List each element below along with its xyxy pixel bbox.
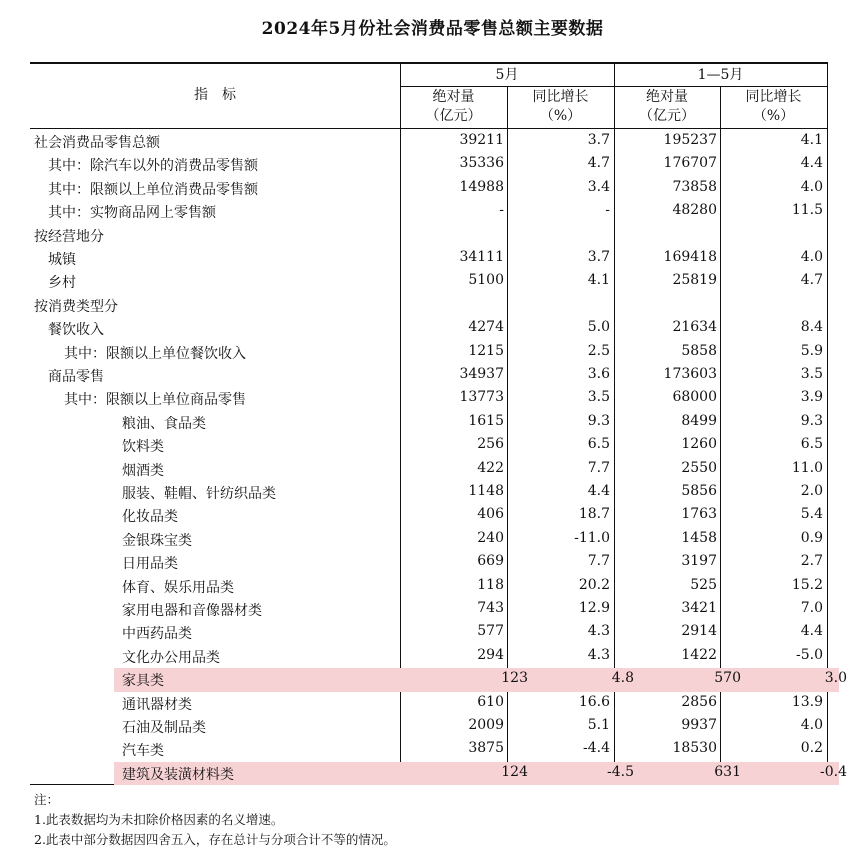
cell-may-abs: 124 [501,763,528,780]
cell-ytd-yoy: 0.2 [800,740,823,757]
cell-may-abs: 1615 [468,412,504,429]
cell-may-abs: 406 [477,506,504,523]
cell-ytd-yoy: 3.0 [824,670,847,687]
row-label: 家具类 [122,673,164,690]
cell-may-yoy: 3.6 [587,366,610,382]
cell-ytd-yoy: 7.0 [800,600,823,616]
header-yoy-line1: 同比增长 [532,89,589,105]
cell-ytd-yoy: -5.0 [796,646,823,663]
cell-may-abs: 256 [477,436,504,453]
row-label: 石油及制品类 [122,720,206,736]
cell-may-abs: 743 [477,600,504,616]
cell-may-yoy: - [605,202,610,219]
cell-may-abs: 34937 [459,366,504,382]
cell-ytd-yoy: 11.5 [791,202,823,219]
header-yoy-line2: （%） [539,108,582,124]
cell-ytd-abs: 21634 [672,319,717,336]
table-row [30,598,827,621]
cell-ytd-abs: 1422 [681,646,717,663]
cell-ytd-yoy: -0.4 [820,763,847,780]
row-label: 其中：实物商品网上零售额 [48,205,216,222]
table-row [30,177,827,200]
row-label: 汽车类 [122,743,164,760]
table-row [30,270,827,293]
note-line-2: 2.此表中部分数据因四舍五入，存在总计与分项合计不等的情况。 [34,832,396,847]
row-label: 乡村 [48,275,76,292]
row-label: 商品零售 [48,369,104,385]
cell-may-yoy: 4.3 [587,623,610,640]
notes-heading: 注： [34,792,60,807]
cell-may-yoy: -11.0 [574,529,610,546]
row-label: 服装、鞋帽、针纺织品类 [122,486,276,502]
header-ytd-absolute [614,88,720,126]
cell-ytd-abs: 73858 [672,178,717,195]
header-abs-line2: （亿元） [425,108,482,124]
cell-may-yoy: -4.5 [607,763,634,780]
cell-ytd-abs: 525 [690,576,717,593]
cell-ytd-yoy: 3.5 [800,366,823,382]
cell-ytd-yoy: 3.9 [800,389,823,406]
cell-may-yoy: 9.3 [587,412,610,429]
cell-may-yoy: 7.7 [587,553,610,570]
table-row [30,481,827,504]
cell-may-abs: 577 [477,623,504,640]
cell-may-yoy: -4.4 [583,740,610,757]
cell-may-yoy: 2.5 [587,342,610,359]
cell-ytd-yoy: 13.9 [791,693,823,710]
cell-ytd-abs: 2550 [681,459,717,476]
cell-may-abs: 240 [477,529,504,546]
cell-may-abs: 294 [477,646,504,663]
row-label: 其中：限额以上单位餐饮收入 [64,345,246,362]
cell-ytd-yoy: 5.9 [800,342,823,359]
cell-ytd-yoy: 4.4 [800,623,823,640]
row-label: 中西药品类 [122,626,192,643]
cell-ytd-yoy: 9.3 [800,412,823,429]
table-title: 2024年5月份社会消费品零售总额主要数据 [261,19,604,39]
row-label: 餐饮收入 [48,322,104,339]
cell-ytd-abs: 48280 [672,202,717,219]
table-row [30,692,827,715]
table-row [30,458,827,481]
cell-ytd-yoy: 0.9 [800,529,823,546]
table-row [30,645,827,668]
header-indicator: 指 标 [194,87,236,103]
table-row [30,504,827,527]
cell-ytd-abs: 570 [714,670,741,687]
cell-may-yoy: 6.5 [587,436,610,453]
cell-ytd-abs: 631 [714,763,741,780]
table-row [30,130,827,153]
cell-may-yoy: 18.7 [578,506,610,523]
header-abs-line2: （亿元） [639,108,695,124]
cell-may-yoy: 3.7 [587,249,610,265]
header-group-rule [400,86,827,87]
cell-ytd-yoy: 4.0 [800,717,823,733]
cell-may-yoy: 5.1 [587,717,610,733]
cell-ytd-abs: 18530 [672,740,717,757]
cell-may-abs: 35336 [459,155,504,172]
note-line-1: 1.此表数据均为未扣除价格因素的名义增速。 [34,812,284,827]
cell-may-abs: 1148 [468,483,504,499]
cell-ytd-abs: 176707 [663,155,717,172]
cell-ytd-abs: 2914 [681,623,717,640]
cell-ytd-abs: 1763 [681,506,717,523]
row-label: 烟酒类 [122,462,164,479]
row-label: 粮油、食品类 [122,415,206,432]
cell-ytd-abs: 25819 [672,272,717,289]
header-may-absolute [400,88,507,126]
cell-may-abs: 669 [477,553,504,570]
header-yoy-line2: （%） [752,108,795,124]
cell-ytd-yoy: 4.0 [800,249,823,265]
cell-ytd-abs: 9937 [681,717,717,733]
cell-ytd-abs: 1260 [681,436,717,453]
cell-ytd-abs: 173603 [663,366,717,382]
cell-may-abs: 3875 [468,740,504,757]
cell-ytd-yoy: 4.4 [800,155,823,172]
table-row [30,715,827,738]
cell-ytd-yoy: 8.4 [800,319,823,336]
cell-may-abs: 1215 [468,342,504,359]
cell-may-abs: 610 [477,693,504,710]
cell-ytd-abs: 1458 [681,529,717,546]
cell-ytd-abs: 169418 [663,249,717,265]
cell-may-abs: - [499,202,504,219]
table-row [30,247,827,270]
row-label: 体育、娱乐用品类 [122,579,234,596]
cell-may-yoy: 4.4 [587,483,610,499]
cell-may-abs: 118 [477,576,504,593]
header-group-may: 5月 [495,67,519,83]
table-row [30,341,827,364]
row-label: 按消费类型分 [34,298,118,315]
table-row [30,224,827,247]
cell-ytd-abs: 3421 [681,600,717,616]
cell-ytd-yoy: 4.1 [800,132,823,148]
table-row [30,411,827,434]
notes [34,790,396,850]
cell-may-yoy: 3.4 [587,178,610,195]
cell-ytd-yoy: 5.4 [800,506,823,523]
table-row [30,434,827,457]
row-label: 其中：限额以上单位商品零售 [64,392,246,409]
cell-may-abs: 123 [501,670,528,687]
table-row [30,294,827,317]
table-row [114,668,847,691]
cell-ytd-yoy: 15.2 [791,576,823,593]
cell-may-yoy: 4.1 [587,272,610,289]
cell-ytd-abs: 3197 [681,553,717,570]
cell-may-yoy: 20.2 [578,576,610,593]
header-may-yoy [507,88,614,126]
cell-ytd-abs: 68000 [672,389,717,406]
table-row [30,551,827,574]
cell-may-yoy: 5.0 [587,319,610,336]
cell-may-abs: 4274 [468,319,504,336]
cell-ytd-abs: 195237 [663,132,717,148]
table-row [30,621,827,644]
cell-ytd-yoy: 4.7 [800,272,823,289]
header-abs-line1: 绝对量 [646,89,688,105]
table-row [30,153,827,176]
header-yoy-line1: 同比增长 [745,89,802,105]
table-row [30,738,827,761]
cell-may-abs: 13773 [459,389,504,406]
cell-may-abs: 34111 [459,249,504,265]
row-label: 通讯器材类 [122,696,192,713]
cell-may-yoy: 4.3 [587,646,610,663]
table-row [30,364,827,387]
table-row [30,387,827,410]
table-row [30,575,827,598]
cell-may-yoy: 12.9 [578,600,610,616]
row-label: 家用电器和音像器材类 [122,603,262,619]
row-label: 日用品类 [122,556,178,573]
row-label: 城镇 [48,252,76,268]
cell-may-yoy: 16.6 [578,693,610,710]
cell-ytd-yoy: 2.7 [800,553,823,570]
cell-ytd-yoy: 2.0 [800,483,823,499]
row-label: 文化办公用品类 [122,649,220,666]
cell-may-yoy: 3.5 [587,389,610,406]
row-label: 社会消费品零售总额 [34,135,160,151]
cell-may-abs: 2009 [468,717,504,733]
cell-ytd-abs: 5858 [681,342,717,359]
cell-may-yoy: 4.7 [587,155,610,172]
table-row [30,528,827,551]
header-group-ytd: 1—5月 [697,67,744,83]
table-row [114,762,847,785]
cell-ytd-abs: 8499 [681,412,717,429]
row-label: 其中：除汽车以外的消费品零售额 [48,158,258,175]
cell-may-yoy: 3.7 [587,132,610,148]
cell-may-abs: 5100 [468,272,504,289]
row-label: 其中：限额以上单位消费品零售额 [48,181,258,198]
cell-may-yoy: 7.7 [587,459,610,476]
row-label: 化妆品类 [122,509,178,526]
table-row [30,317,827,340]
cell-ytd-yoy: 11.0 [791,459,823,476]
row-label: 饮料类 [122,439,164,456]
table-row [30,200,827,223]
cell-ytd-abs: 2856 [681,693,717,710]
table-header-rule [30,128,827,129]
header-ytd-yoy [720,88,827,126]
cell-ytd-yoy: 4.0 [800,178,823,195]
cell-ytd-yoy: 6.5 [800,436,823,453]
row-label: 金银珠宝类 [122,532,192,549]
header-abs-line1: 绝对量 [432,89,475,105]
cell-ytd-abs: 5856 [681,483,717,499]
cell-may-abs: 422 [477,459,504,476]
row-label: 按经营地分 [34,228,104,245]
cell-may-yoy: 4.8 [611,670,634,687]
row-label: 建筑及装潢材料类 [122,766,234,783]
cell-may-abs: 39211 [459,132,504,148]
cell-may-abs: 14988 [459,178,504,195]
